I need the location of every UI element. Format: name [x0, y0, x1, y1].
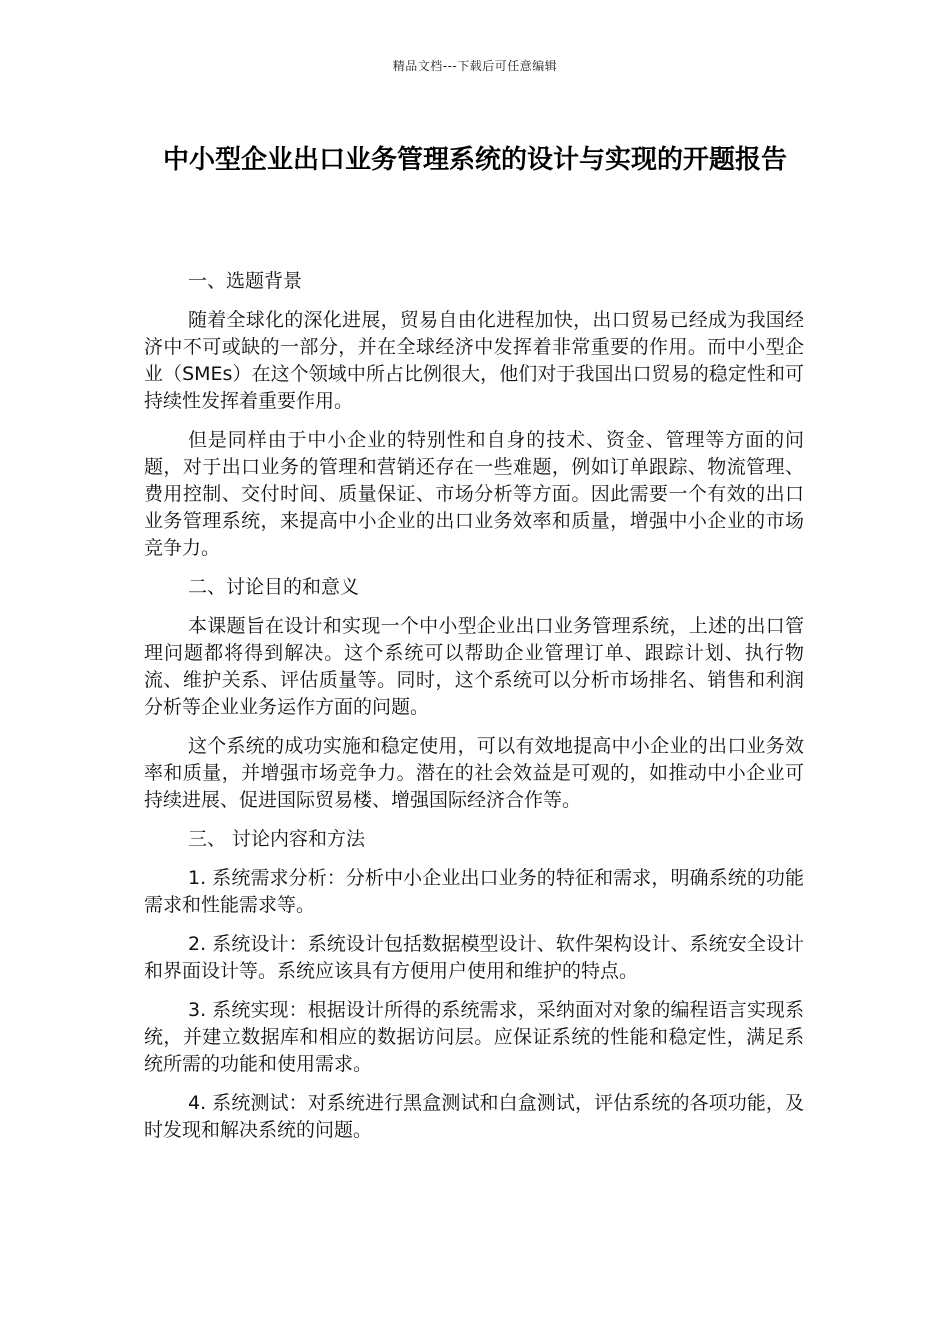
paragraph-purpose-1: 本课题旨在设计和实现一个中小型企业出口业务管理系统，上述的出口管理问题都将得到解决。这个系统可以帮助企业管理订单、跟踪计划、执行物流、维护关系、评估质量等。同时，这个系统可以分析市场排名、销售和利润分析等企业业务运作方面的问题。 — [144, 615, 804, 718]
list-item-requirements: 1. 系统需求分析：分析中小企业出口业务的特征和需求，明确系统的功能需求和性能需求等。 — [144, 867, 804, 916]
paragraph-background-1: 随着全球化的深化进展，贸易自由化进程加快，出口贸易已经成为我国经济中不可或缺的一部分，并在全球经济中发挥着非常重要的作用。而中小型企业（SMEs）在这个领域中所占比例很大，他们对于我国出口贸易的稳定性和可持续性发挥着重要作用。 — [144, 309, 804, 412]
header-note: 精品文档---下载后可任意编辑 — [392, 59, 558, 73]
list-item-implementation: 3. 系统实现：根据设计所得的系统需求，采纳面对对象的编程语言实现系统，并建立数据库和相应的数据访问层。应保证系统的性能和稳定性，满足系统所需的功能和使用需求。 — [144, 999, 804, 1075]
list-item-design: 2. 系统设计：系统设计包括数据模型设计、软件架构设计、系统安全设计和界面设计等。系统应该具有方便用户使用和维护的特点。 — [144, 933, 804, 982]
paragraph-purpose-2: 这个系统的成功实施和稳定使用，可以有效地提高中小企业的出口业务效率和质量，并增强市场竞争力。潜在的社会效益是可观的，如推动中小企业可持续进展、促进国际贸易楼、增强国际经济合作等。 — [144, 735, 804, 811]
paragraph-background-2: 但是同样由于中小企业的特别性和自身的技术、资金、管理等方面的问题，对于出口业务的管理和营销还存在一些难题，例如订单跟踪、物流管理、费用控制、交付时间、质量保证、市场分析等方面。因此需要一个有效的出口业务管理系统，来提高中小企业的出口业务效率和质量，增强中小企业的市场竞争力。 — [144, 429, 804, 559]
document-body — [144, 268, 804, 1156]
section-heading-background: 一、选题背景 — [188, 270, 303, 292]
section-heading-methods: 三、 讨论内容和方法 — [188, 828, 366, 850]
list-item-testing: 4. 系统测试：对系统进行黑盒测试和白盒测试，评估系统的各项功能，及时发现和解决系统的问题。 — [144, 1092, 804, 1141]
document-title: 中小型企业出口业务管理系统的设计与实现的开题报告 — [162, 145, 787, 175]
section-heading-purpose: 二、讨论目的和意义 — [188, 576, 360, 598]
